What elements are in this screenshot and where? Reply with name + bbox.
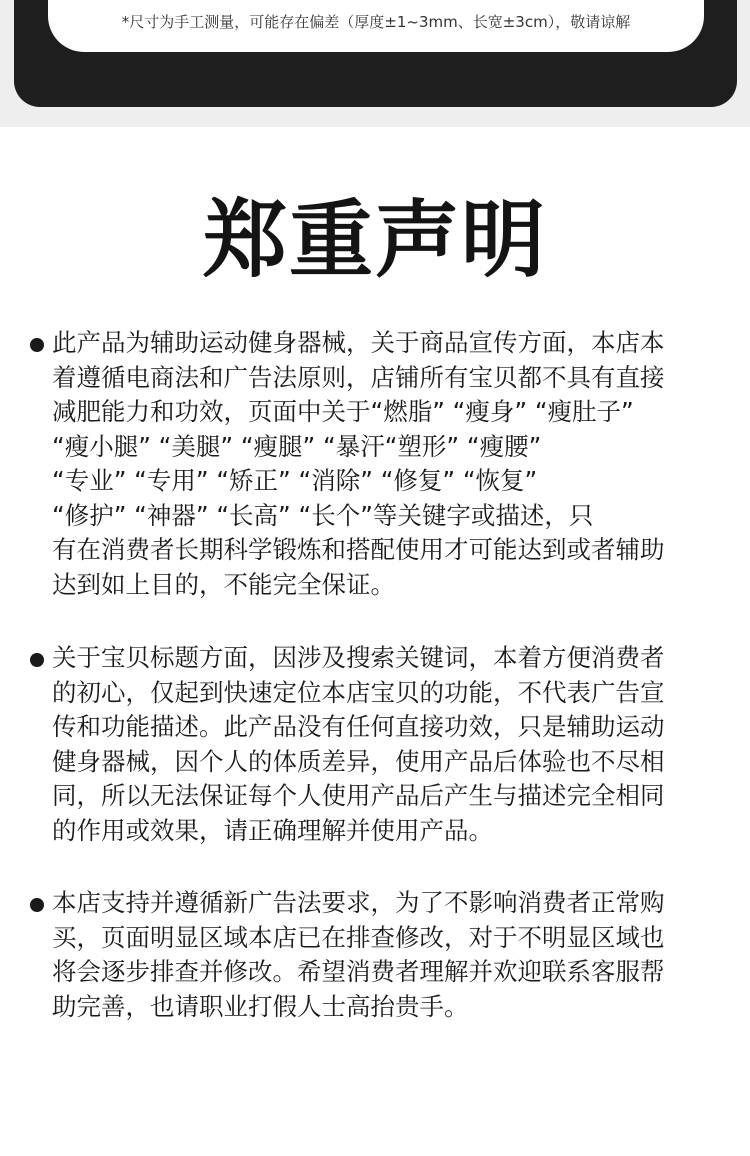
size-note-card	[14, 0, 737, 107]
bullet-dot-icon	[30, 898, 44, 912]
declaration-paragraph-2	[52, 641, 712, 848]
bullet-dot-icon	[30, 338, 44, 352]
paragraph-line: 健身器械，因个人的体质差异，使用产品后体验也不尽相	[52, 746, 665, 776]
paragraph-line: 着遵循电商法和广告法原则，店铺所有宝贝都不具有直接	[52, 362, 665, 392]
paragraph-line: “修护” “神器” “长高” “长个”等关键字或描述，只	[52, 500, 594, 530]
declaration-paragraph-1	[52, 326, 712, 602]
paragraph-line: 此产品为辅助运动健身器械，关于商品宣传方面，本店本	[52, 328, 665, 357]
paragraph-line: “专业” “专用” “矫正” “消除” “修复” “恢复”	[52, 466, 538, 495]
declaration-paragraph-3	[52, 886, 712, 1024]
paragraph-line: 传和功能描述。此产品没有任何直接功效，只是辅助运动	[52, 712, 665, 741]
bullet-dot-icon	[30, 653, 44, 667]
paragraph-line: 将会逐步排查并修改。希望消费者理解并欢迎联系客服帮	[52, 957, 665, 986]
paragraph-line: “瘦小腿” “美腿” “瘦腿” “暴汗“塑形” “瘦腰”	[52, 431, 542, 461]
paragraph-line: 买，页面明显区域本店已在排查修改，对于不明显区域也	[52, 922, 665, 952]
paragraph-line: 关于宝贝标题方面，因涉及搜索关键词，本着方便消费者	[52, 643, 665, 672]
paragraph-line: 同，所以无法保证每个人使用产品后产生与描述完全相同	[52, 781, 665, 810]
paragraph-line: 有在消费者长期科学锻炼和搭配使用才可能达到或者辅助	[52, 535, 665, 564]
paragraph-line: 的初心，仅起到快速定位本店宝贝的功能，不代表广告宣	[52, 677, 665, 707]
paragraph-line: 减肥能力和功效，页面中关于“燃脂” “瘦身” “瘦肚子”	[52, 397, 634, 426]
paragraph-line: 助完善，也请职业打假人士高抬贵手。	[52, 991, 469, 1021]
paragraph-line: 本店支持并遵循新广告法要求，为了不影响消费者正常购	[52, 888, 665, 917]
size-note-pill	[48, 0, 704, 52]
size-note-text: *尺寸为手工测量，可能存在偏差（厚度±1~3mm、长宽±3cm），敬请谅解	[121, 13, 631, 31]
paragraph-line: 达到如上目的，不能完全保证。	[52, 569, 395, 599]
declaration-title: 郑重声明	[202, 191, 547, 289]
paragraph-line: 的作用或效果，请正确理解并使用产品。	[52, 815, 493, 845]
